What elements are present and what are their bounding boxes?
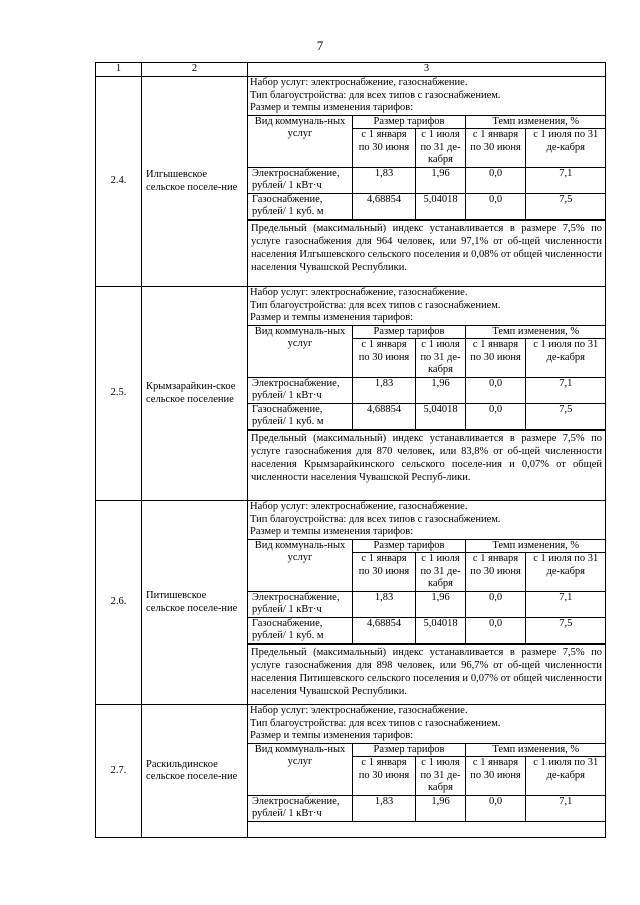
- service-type-header: Вид коммуналь-ных услуг: [248, 115, 353, 167]
- improvement-line: Тип благоустройства: для всех типов с газоснабжением.: [250, 513, 501, 525]
- rates-header-row: [248, 115, 606, 129]
- electricity-row: [248, 795, 606, 821]
- change-jan-header: с 1 января по 30 июня: [466, 339, 526, 378]
- change-jul-header: с 1 июля по 31 де-кабря: [526, 553, 606, 592]
- column-number-row: [96, 63, 606, 77]
- electricity-tariff-jan: 1,83: [353, 591, 416, 617]
- limit-index-note: Предельный (максимальный) индекс устанавливается в размере 7,5% по услуге газоснабжения для 870 человек, или 83,8% от об-щей численности населения Крымзарайкинского сельского поселе-ния и 0,07% от общей численности населения Чувашской Респуб-лики.: [248, 430, 605, 484]
- section-number: 2.6.: [96, 501, 142, 705]
- improvement-line: Тип благоустройства: для всех типов с газоснабжением.: [250, 299, 501, 311]
- rates-header-row: [248, 743, 606, 757]
- change-rate-header: Темп изменения, %: [466, 539, 606, 553]
- settlement-name-cell: [142, 705, 248, 838]
- electricity-tariff-jul: 1,96: [416, 795, 466, 821]
- limit-index-note: Предельный (максимальный) индекс устанавливается в размере 7,5% по услуге газоснабжения для 898 человек, или 96,7% от об-щей численности населения Питишевского сельского поселения и 0,07% от общей численности населения Чувашской Республики.: [248, 644, 605, 698]
- change-jan-header: с 1 января по 30 июня: [466, 757, 526, 796]
- rates-line: Размер и темпы изменения тарифов:: [250, 312, 414, 323]
- electricity-row: [248, 167, 606, 193]
- page-number: 7: [316, 38, 324, 53]
- tariff-size-header: Размер тарифов: [353, 325, 466, 339]
- gas-label: Газоснабжение, рублей/ 1 куб. м: [248, 617, 353, 643]
- gas-tariff-jan: 4,68854: [353, 193, 416, 219]
- change-rate-header: Темп изменения, %: [466, 325, 606, 339]
- rates-line: Размер и темпы изменения тарифов:: [250, 526, 414, 537]
- electricity-tariff-jul: 1,96: [416, 167, 466, 193]
- rates-table: [247, 325, 606, 430]
- tariff-jan-header: с 1 января по 30 июня: [353, 339, 416, 378]
- section-row: [96, 77, 606, 287]
- services-line: Набор услуг: электроснабжение, газоснабжение.: [250, 501, 468, 512]
- tariff-jul-header: с 1 июля по 31 де-кабря: [416, 339, 466, 378]
- tariff-jul-header: с 1 июля по 31 де-кабря: [416, 129, 466, 168]
- tariff-jul-header: с 1 июля по 31 де-кабря: [416, 757, 466, 796]
- gas-row: [248, 193, 606, 219]
- gas-tariff-jan: 4,68854: [353, 403, 416, 429]
- tariff-jan-header: с 1 января по 30 июня: [353, 129, 416, 168]
- change-rate-header: Темп изменения, %: [466, 115, 606, 129]
- section-row: [96, 705, 606, 838]
- section-number: 2.7.: [96, 705, 142, 838]
- settlement-name: Раскильдинское сельское поселе-ние: [146, 758, 238, 782]
- rates-header-row: [248, 325, 606, 339]
- services-line: Набор услуг: электроснабжение, газоснабжение.: [250, 705, 468, 716]
- change-jan-header: с 1 января по 30 июня: [466, 129, 526, 168]
- gas-row: [248, 617, 606, 643]
- service-type-header: Вид коммуналь-ных услуг: [248, 325, 353, 377]
- change-jul-header: с 1 июля по 31 де-кабря: [526, 129, 606, 168]
- tariff-size-header: Размер тарифов: [353, 115, 466, 129]
- gas-tariff-jul: 5,04018: [416, 617, 466, 643]
- settlement-name: Питишевское сельское поселе-ние: [146, 590, 238, 614]
- electricity-label: Электроснабжение, рублей/ 1 кВт·ч: [248, 795, 353, 821]
- electricity-row: [248, 377, 606, 403]
- change-jan-header: с 1 января по 30 июня: [466, 553, 526, 592]
- tariff-jan-header: с 1 января по 30 июня: [353, 553, 416, 592]
- section-number: 2.4.: [96, 77, 142, 287]
- section-content: [248, 77, 606, 287]
- electricity-change-jan: 0,0: [466, 795, 526, 821]
- electricity-tariff-jul: 1,96: [416, 377, 466, 403]
- section-row: [96, 287, 606, 501]
- section-number: 2.5.: [96, 287, 142, 501]
- rates-line: Размер и темпы изменения тарифов:: [250, 730, 414, 741]
- gas-change-jul: 7,5: [526, 193, 606, 219]
- services-line: Набор услуг: электроснабжение, газоснабжение.: [250, 77, 468, 88]
- limit-index-note: Предельный (максимальный) индекс устанавливается в размере 7,5% по услуге газоснабжения для 964 человек, или 97,1% от об-щей численности населения Илгышевского сельского поселения и 0,08% от общей численности населения Чувашской Республики.: [248, 220, 605, 274]
- electricity-change-jul: 7,1: [526, 377, 606, 403]
- gas-change-jan: 0,0: [466, 193, 526, 219]
- rates-table: [247, 115, 606, 220]
- gas-tariff-jan: 4,68854: [353, 617, 416, 643]
- electricity-change-jul: 7,1: [526, 167, 606, 193]
- section-content: [248, 705, 606, 838]
- tariff-jul-header: с 1 июля по 31 де-кабря: [416, 553, 466, 592]
- tariff-size-header: Размер тарифов: [353, 743, 466, 757]
- service-type-header: Вид коммуналь-ных услуг: [248, 743, 353, 795]
- section-content: [248, 287, 606, 501]
- services-line: Набор услуг: электроснабжение, газоснабжение.: [250, 287, 468, 298]
- section-row: [96, 501, 606, 705]
- gas-change-jul: 7,5: [526, 403, 606, 429]
- electricity-change-jul: 7,1: [526, 795, 606, 821]
- section-content: [248, 501, 606, 705]
- electricity-label: Электроснабжение, рублей/ 1 кВт·ч: [248, 167, 353, 193]
- electricity-change-jan: 0,0: [466, 167, 526, 193]
- improvement-line: Тип благоустройства: для всех типов с газоснабжением.: [250, 717, 501, 729]
- rates-table: [247, 743, 606, 822]
- column-number-3: 3: [248, 63, 606, 77]
- change-jul-header: с 1 июля по 31 де-кабря: [526, 339, 606, 378]
- electricity-change-jan: 0,0: [466, 591, 526, 617]
- gas-change-jan: 0,0: [466, 617, 526, 643]
- electricity-change-jan: 0,0: [466, 377, 526, 403]
- gas-change-jan: 0,0: [466, 403, 526, 429]
- change-rate-header: Темп изменения, %: [466, 743, 606, 757]
- gas-label: Газоснабжение, рублей/ 1 куб. м: [248, 403, 353, 429]
- column-number-1: 1: [96, 63, 142, 77]
- tariff-size-header: Размер тарифов: [353, 539, 466, 553]
- improvement-line: Тип благоустройства: для всех типов с газоснабжением.: [250, 89, 501, 101]
- electricity-tariff-jan: 1,83: [353, 167, 416, 193]
- settlement-name: Илгышевское сельское поселе-ние: [146, 169, 238, 193]
- service-type-header: Вид коммуналь-ных услуг: [248, 539, 353, 591]
- gas-label: Газоснабжение, рублей/ 1 куб. м: [248, 193, 353, 219]
- gas-tariff-jul: 5,04018: [416, 403, 466, 429]
- rates-line: Размер и темпы изменения тарифов:: [250, 102, 414, 113]
- electricity-tariff-jan: 1,83: [353, 795, 416, 821]
- settlement-name-cell: [142, 501, 248, 705]
- electricity-tariff-jul: 1,96: [416, 591, 466, 617]
- settlement-name: Крымзарайкин-ское сельское поселение: [146, 381, 236, 405]
- tariff-jan-header: с 1 января по 30 июня: [353, 757, 416, 796]
- column-number-2: 2: [142, 63, 248, 77]
- electricity-change-jul: 7,1: [526, 591, 606, 617]
- electricity-label: Электроснабжение, рублей/ 1 кВт·ч: [248, 377, 353, 403]
- gas-tariff-jul: 5,04018: [416, 193, 466, 219]
- electricity-label: Электроснабжение, рублей/ 1 кВт·ч: [248, 591, 353, 617]
- settlement-name-cell: [142, 77, 248, 287]
- change-jul-header: с 1 июля по 31 де-кабря: [526, 757, 606, 796]
- electricity-tariff-jan: 1,83: [353, 377, 416, 403]
- rates-header-row: [248, 539, 606, 553]
- tariff-table: [95, 62, 606, 838]
- rates-table: [247, 539, 606, 644]
- settlement-name-cell: [142, 287, 248, 501]
- electricity-row: [248, 591, 606, 617]
- gas-change-jul: 7,5: [526, 617, 606, 643]
- gas-row: [248, 403, 606, 429]
